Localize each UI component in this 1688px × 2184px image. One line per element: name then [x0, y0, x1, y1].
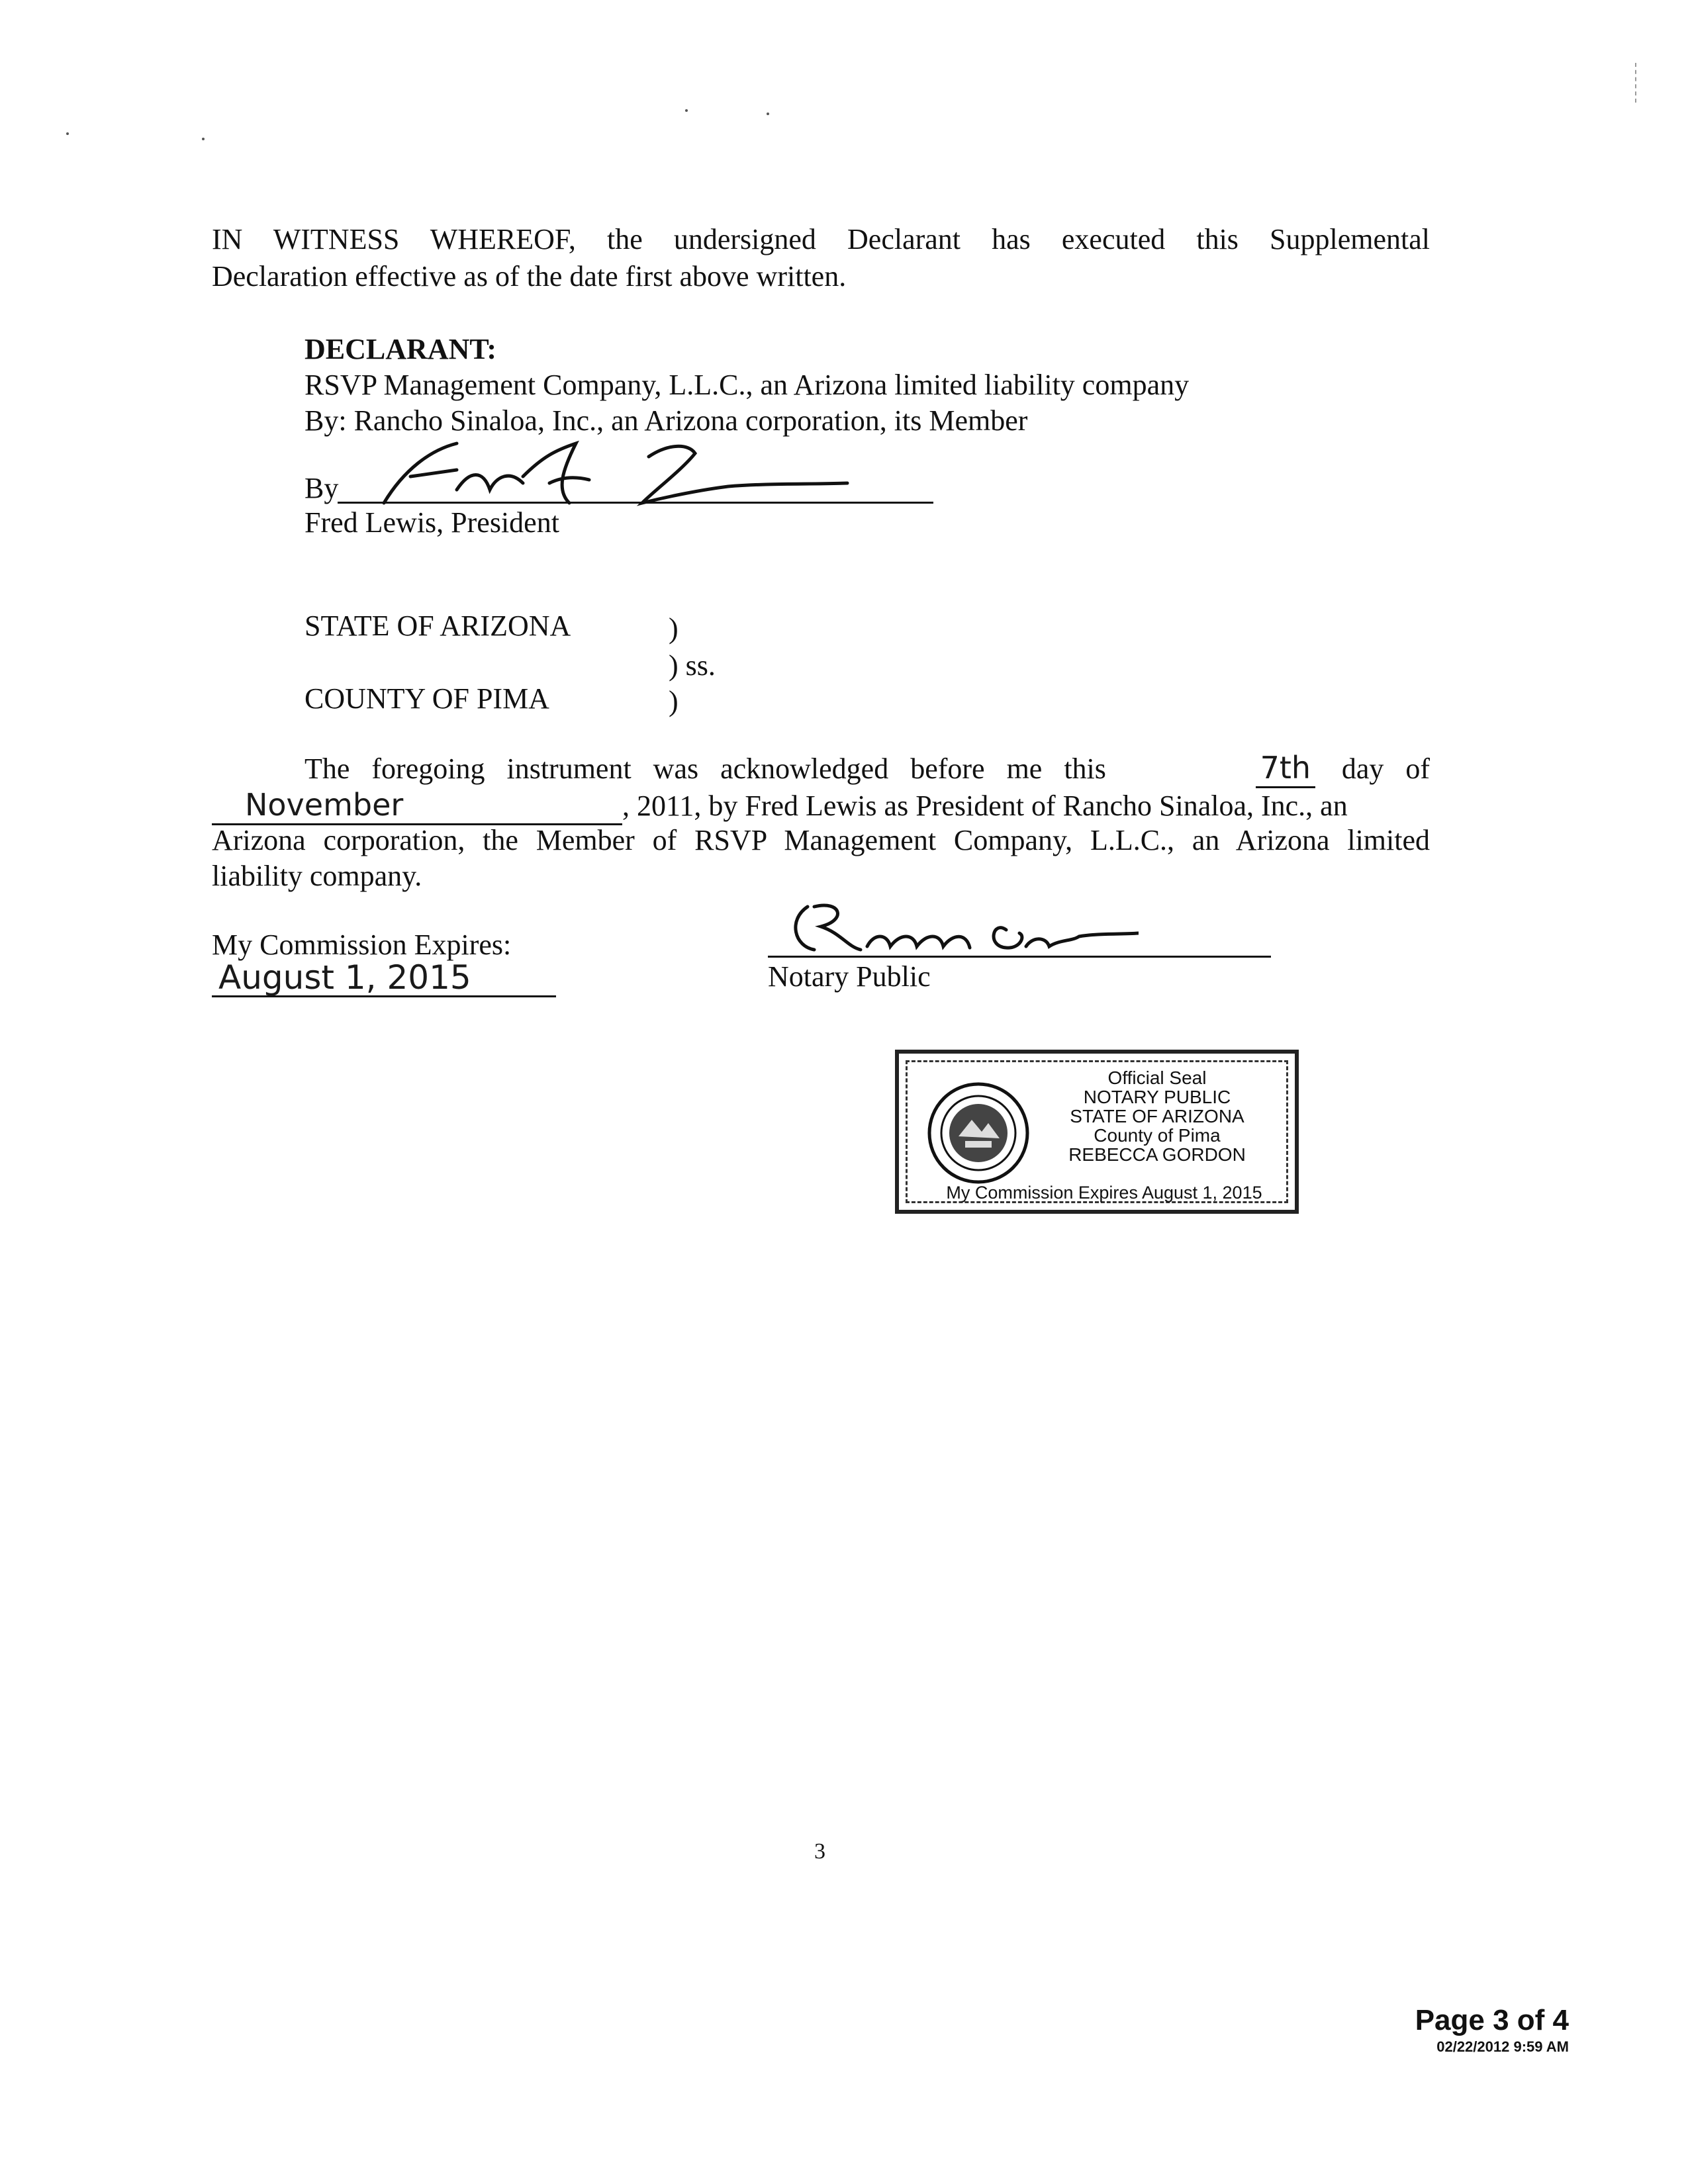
page-number: 3: [814, 1839, 825, 1864]
witness-line-1: [212, 221, 1430, 258]
footer-page-count: Page 3 of 4: [1415, 2004, 1569, 2036]
venue-county: COUNTY OF PIMA: [305, 682, 549, 715]
notary-signature: [768, 893, 1139, 966]
ack-line-4: liability company.: [212, 860, 422, 892]
seal-line-3: STATE OF ARIZONA: [1070, 1106, 1244, 1126]
venue-state: STATE OF ARIZONA: [305, 610, 571, 642]
ack-line-2-rest: , 2011, by Fred Lewis as President of Rancho Sinaloa, Inc., an: [622, 790, 1348, 822]
scan-speck: [767, 113, 769, 115]
ack-line-3-text: Arizona corporation, the Member of RSVP Management Company, L.L.C., an Arizona limited: [212, 824, 1430, 856]
scan-speck: [66, 132, 69, 135]
seal-line-1: Official Seal: [1107, 1068, 1207, 1088]
scan-edge-marks: [1635, 63, 1638, 103]
footer-timestamp: 02/22/2012 9:59 AM: [1436, 2038, 1569, 2055]
witness-line-2: [212, 258, 1430, 295]
declarant-member: By: Rancho Sinaloa, Inc., an Arizona corporation, its Member: [305, 404, 1028, 437]
venue-ss: ) ss.: [669, 649, 716, 682]
signatory-name: Fred Lewis, President: [305, 506, 559, 539]
ack-month-handwritten: November: [212, 786, 622, 825]
scan-speck: [685, 109, 688, 112]
notary-seal-stamp: [895, 1050, 1299, 1214]
declarant-heading: DECLARANT:: [305, 333, 497, 365]
ack-line-1: [305, 749, 1430, 788]
ack-day-handwritten: 7th: [1256, 749, 1315, 788]
scan-speck: [202, 138, 205, 140]
venue-paren-1: ): [669, 612, 679, 645]
notary-label: Notary Public: [768, 960, 931, 993]
witness-text-1: IN WITNESS WHEREOF, the undersigned Declarant has executed this Supplemental: [212, 223, 1430, 255]
seal-line-5: REBECCA GORDON: [1068, 1144, 1246, 1165]
venue-paren-3: ): [669, 685, 679, 717]
seal-line-4: County of Pima: [1094, 1125, 1221, 1146]
seal-text-block: [1025, 1068, 1289, 1164]
arizona-state-seal-icon: [925, 1080, 1031, 1186]
ack-line-2: [212, 786, 1430, 825]
declarant-company: RSVP Management Company, L.L.C., an Arizona limited liability company: [305, 369, 1190, 401]
commission-label: My Commission Expires:: [212, 929, 512, 961]
seal-line-6: My Commission Expires August 1, 2015: [946, 1183, 1262, 1203]
commission-date-handwritten: August 1, 2015: [218, 958, 471, 997]
ack-lead: The foregoing instrument was acknowledged before me this: [305, 752, 1106, 785]
witness-text-2: Declaration effective as of the date first above written.: [212, 260, 847, 293]
by-label: By: [305, 472, 339, 504]
ack-line-3: [212, 822, 1430, 859]
ack-day-suffix: day of: [1341, 752, 1430, 785]
seal-line-2: NOTARY PUBLIC: [1083, 1087, 1231, 1107]
